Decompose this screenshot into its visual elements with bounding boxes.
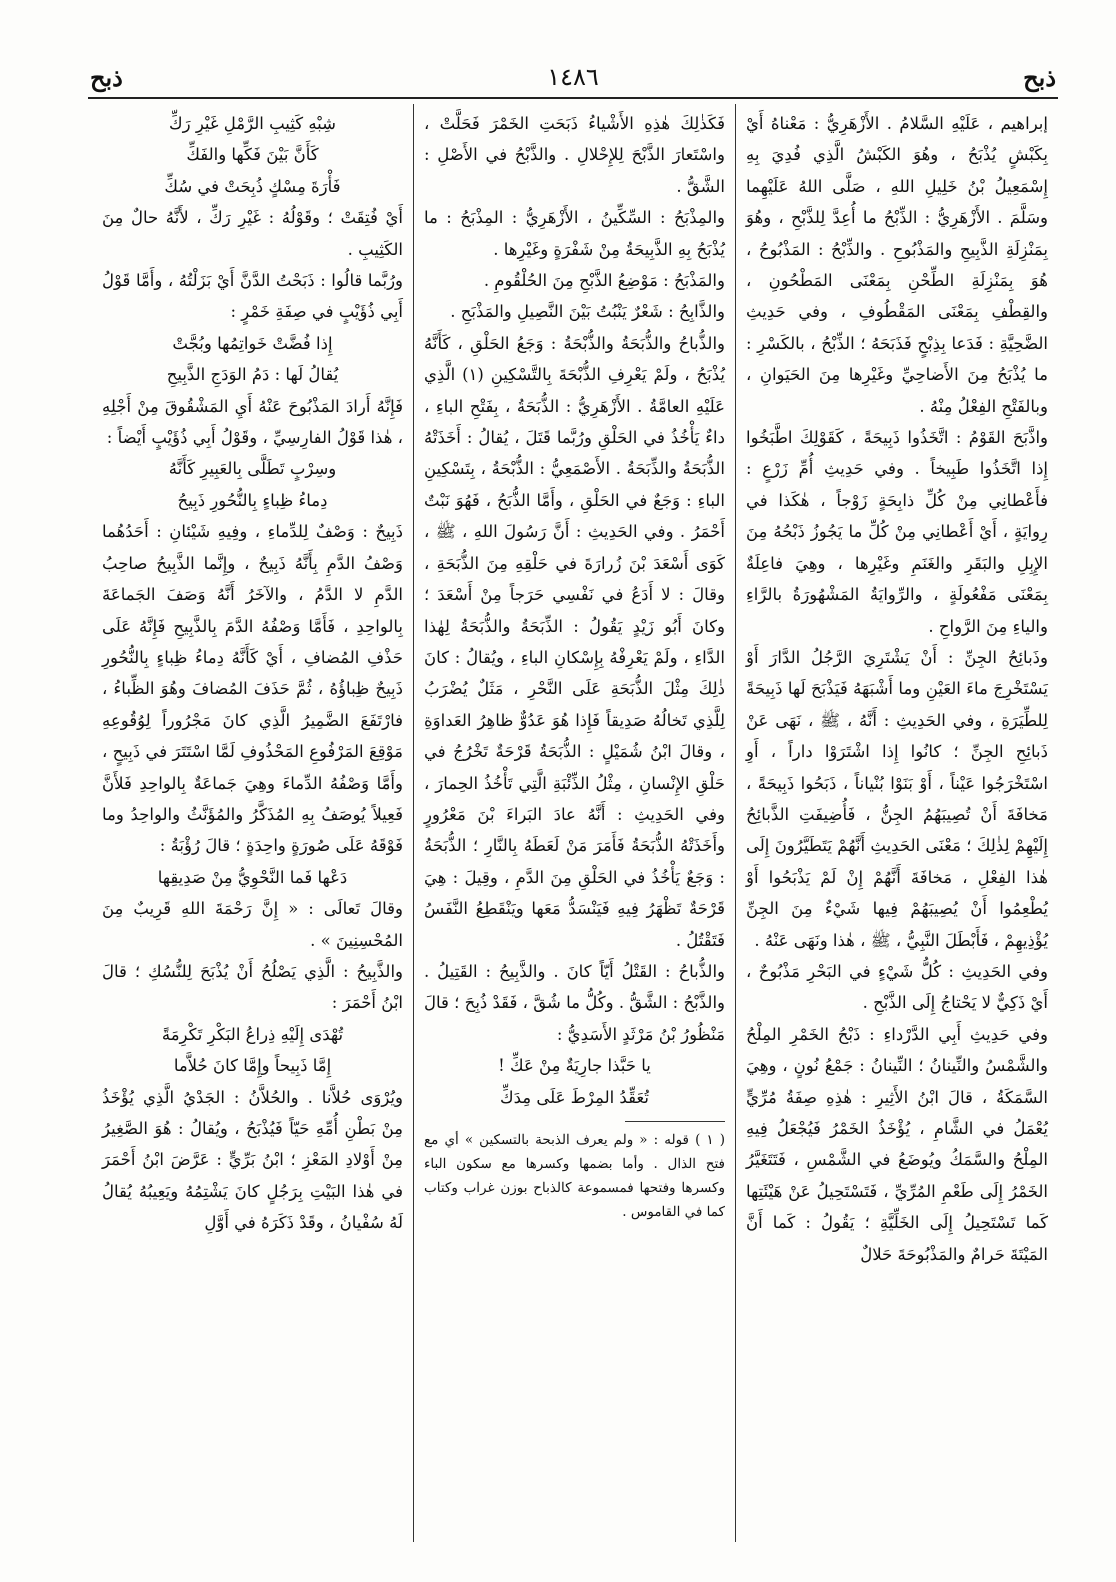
verse-line: دِماءُ ظِباءٍ بِالنُّحُورِ ذَبِيحُ — [177, 490, 328, 510]
column-right — [736, 104, 1058, 1542]
header-entry-word-right: ذبح — [1023, 62, 1056, 92]
verse-line: تُهْدَى إِلَيْهِ ذِراعُ البَكْرِ تَكْرِمَةً — [161, 1024, 344, 1044]
paragraph: فَكَذٰلِكَ هٰذِهِ الأَشْياءُ ذَبَحَتِ الخَمْرَ فَحَلَّتْ ، واسْتَعارَ الذَّبْحَ لِلإِحْلالِ . والذَّبْحُ في الأَصْلِ : الشَّقُّ . — [424, 114, 725, 196]
verse-line: يُقالُ لَها : دَمُ الوَدَجِ الذَّبِيحِ — [166, 365, 339, 385]
header-entry-word-left: ذبح — [90, 62, 123, 92]
verse-line: فَأْرَةَ مِسْكٍ ذُبِحَتْ في سُكِّ — [164, 176, 341, 196]
verse-line: وسِرْبٍ تَطَلَّى بِالعَبِيرِ كَأَنَّهُ — [168, 459, 337, 479]
verse-line: يا حَبَّذا جارِيَةٌ مِنْ عَكِّ ! — [498, 1056, 651, 1076]
page-header — [90, 60, 1056, 94]
paragraph: وذَبائِحُ الجِنِّ : أَنْ يَشْتَرِيَ الرَّجُلُ الدَّارَ أَوْ يَسْتَخْرِجَ ماءَ العَيْنِ وما أَشْبَهَهُ فَيَذْبَحَ لَها ذَبِيحَةً لِلطِّيَرَةِ ، وفي الحَدِيثِ : أَنَّهُ ، ﷺ ، نَهَى عَنْ ذَبائِحِ الجِنِّ ؛ كانُوا إِذا اشْتَرَوْا داراً ، أَوِ اسْتَخْرَجُوا عَيْناً ، أَوْ بَنَوْا بُنْياناً ، ذَبَحُوا ذَبِيحَةً ، مَخافَةَ أَنْ تُصِيبَهُمُ الجِنُّ ، فَأُضِيفَتِ الذَّبائِحُ إِلَيْهِمْ لِذٰلِكَ ؛ مَعْنَى الحَدِيثِ أَنَّهُمْ يَتَطَيَّرُونَ إِلَى هٰذا الفِعْلِ ، مَخافَةَ أَنَّهُمْ إِنْ لَمْ يَذْبَحُوا أَوْ يُطْعِمُوا أَنْ يُصِيبَهُمْ فِيها شَيْءٌ مِنَ الجِنِّ يُؤْذِيهِمْ ، فَأَبْطَلَ النَّبِيُّ ، ﷺ ، هٰذا ونَهَى عَنْهُ . — [746, 647, 1048, 950]
verse-line: دَعْها فَما النَّحْوِيُّ مِنْ صَدِيقِها — [157, 867, 348, 887]
paragraph: والمَذْبَحُ : مَوْضِعُ الذَّبْحِ مِنَ الحُلْقُومِ . — [483, 271, 725, 291]
paragraph: فَإِنَّهُ أَرادَ المَذْبُوحَ عَنْهُ أَيِ المَشْقُوقَ مِنْ أَجْلِهِ ، هٰذا قَوْلُ الفارِسِيِّ ، وقَوْلُ أَبِي ذُؤَيْبٍ أَيْضاً : — [102, 396, 403, 448]
paragraph: والذَّبِيحُ : الَّذِي يَصْلُحُ أَنْ يُذْبَحَ لِلنُّسُكِ ؛ قالَ ابْنُ أَحْمَرَ : — [102, 961, 403, 1013]
paragraph: والذَّابِحُ : شَعْرٌ يَنْبُتُ بَيْنَ النَّصِيلِ والمَذْبَحِ . — [450, 302, 725, 322]
paragraph: والمِذْبَحُ : السِّكِّينُ ، الأَزْهَرِيُّ : المِذْبَحُ : ما يُذْبَحُ بِهِ الذَّبِيحَةُ مِنْ شَفْرَةٍ وغَيْرِها . — [424, 208, 725, 259]
paragraph: أَيْ فُتِقَتْ ؛ وقَوْلُهُ : غَيْرِ رَكِّ ، لأَنَّهُ حالٌ مِنَ الكَثِيبِ . — [102, 208, 403, 259]
paragraph: وفي حَدِيثِ أَبِي الدَّرْداءِ : ذَبْحُ الخَمْرِ المِلْحُ والشَّمْسُ والنِّينانُ ؛ النِّينانُ : جَمْعُ نُونٍ ، وهِيَ السَّمَكَةُ ، قالَ ابْنُ الأَثِيرِ : هٰذِهِ صِفَةُ مُرِّيٍّ يُعْمَلُ في الشَّامِ ، يُؤْخَذُ الخَمْرُ فَيُجْعَلُ فِيهِ المِلْحُ والسَّمَكُ ويُوضَعُ في الشَّمْسِ ، فَتَتَغَيَّرُ الخَمْرُ إِلَى طَعْمِ المُرِّيِّ ، فَتَسْتَحِيلُ عَنْ هَيْئَتِها كَما تَسْتَحِيلُ إِلَى الخَلِّيَّةِ ؛ يَقُولُ : كَما أَنَّ المَيْتَةَ حَرامٌ والمَذْبُوحَةَ حَلالٌ — [746, 1024, 1048, 1264]
verse-line: إِمَّا ذَبِيحاً وإِمَّا كانَ حُلاَّما — [173, 1056, 332, 1076]
paragraph: ورُبَّما قالُوا : ذَبَحْتُ الدَّنَّ أَيْ بَزَلْتُهُ ، وأَمَّا قَوْلُ أَبِي ذُؤَيْبٍ في صِفَةِ خَمْرٍ : — [102, 271, 403, 322]
verse-line: إِذا فُضَّتْ خَواتِمُها وبُجَّتْ — [172, 333, 333, 353]
verse-line: تُعَقِّدُ المِرْطَ عَلَى مِدَكِّ — [500, 1087, 649, 1107]
column-middle — [414, 104, 736, 1542]
paragraph: إبراهيم ، عَلَيْهِ السَّلامُ . الأَزْهَرِيُّ : مَعْناهُ أَيْ بِكَبْشٍ يُذْبَحُ ، وهُوَ الكَبْشُ الَّذِي فُدِيَ بِهِ إِسْمَعِيلُ بْنُ خَلِيلِ اللهِ ، صَلَّى اللهُ عَلَيْهِما وسَلَّمَ . الأَزْهَرِيُّ : الذِّبْحُ ما أُعِدَّ لِلذَّبْحِ ، وهُوَ بِمَنْزِلَةِ الذَّبِيحِ والمَذْبُوحِ . والذِّبْحُ : المَذْبُوحُ ، هُوَ بِمَنْزِلَةِ الطِّحْنِ بِمَعْنَى المَطْحُونِ ، والقِطْفِ بِمَعْنَى المَقْطُوفِ ، وفي حَدِيثِ الضَّحِيَّةِ : فَدَعا بِذِبْحٍ فَذَبَحَهُ ؛ الذِّبْحُ ، بالكَسْرِ : ما يُذْبَحُ مِنَ الأَضاحِيِّ وغَيْرِها مِنَ الحَيَوانِ ، وبالفَتْحِ الفِعْلُ مِنْهُ . — [746, 114, 1048, 416]
footnote-rule — [625, 1121, 725, 1122]
verse-line: شِبْهِ كَثِيبِ الرَّمْلِ غَيْرِ رَكِّ — [169, 114, 336, 133]
paragraph: وقالَ تَعالَى : « إِنَّ رَحْمَةَ اللهِ قَرِيبٌ مِنَ المُحْسِنِينَ » . — [102, 899, 403, 950]
paragraph: والذُّباحُ : القَتْلُ أَيّاً كانَ . والذَّبِيحُ : القَتِيلُ . والذَّبْحُ : الشَّقُّ . وكُلُّ ما شُقَّ ، فَقَدْ ذُبِحَ ؛ قالَ مَنْظُورُ بْنُ مَرْثَدٍ الأَسَدِيُّ : — [424, 961, 725, 1044]
verse-line: كَأَنَّ بَيْنَ فَكِّها والفَكِّ — [186, 145, 319, 165]
paragraph: والذُّباحُ والذُّبَحَةُ والذُّبْحَةُ : وَجَعُ الحَلْقِ ، كَأَنَّهُ يُذْبَحُ ، ولَمْ يَعْرِفِ الذُّبْحَةَ بِالتَّسْكِينِ (١) الَّذِي عَلَيْهِ العامَّةُ . الأَزْهَرِيُّ : الذُّبَحَةُ ، بِفَتْحِ الباءِ ، داءٌ يَأْخُذُ في الحَلْقِ ورُبَّما قَتَلَ ، يُقالُ : أَخَذَتْهُ الذُّبَحَةُ والذِّبَحَةُ . الأَصْمَعِيُّ : الذُّبْحَةُ ، بِتَسْكِينِ الباءِ : وَجَعٌ في الحَلْقِ ، وأَمَّا الذُّبَحُ ، فَهُوَ نَبْتٌ أَحْمَرُ . وفي الحَدِيثِ : أَنَّ رَسُولَ اللهِ ، ﷺ ، كَوَى أَسْعَدَ بْنَ زُرارَةَ في حَلْقِهِ مِنَ الذُّبَحَةِ ، وقالَ : لا أَدَعُ في نَفْسِي حَرَجاً مِنْ أَسْعَدَ ؛ وكانَ أَبُو زَيْدٍ يَقُولُ : الذِّبَحَةُ والذُّبَحَةُ لِهٰذا الدَّاءِ ، ولَمْ يَعْرِفْهُ بِإِسْكانِ الباءِ ، ويُقالُ : كانَ ذٰلِكَ مِثْلَ الذُّبَحَةِ عَلَى النَّحْرِ ، مَثَلٌ يُضْرَبُ لِلَّذِي تَخالُهُ صَدِيقاً فَإِذا هُوَ عَدُوٌّ ظاهِرُ العَداوَةِ ، وقالَ ابْنُ شُمَيْلٍ : الذُّبَحَةُ قَرْحَةٌ تَخْرُجُ في حَلْقِ الإِنْسانِ ، مِثْلُ الذِّئْبَةِ الَّتِي تَأْخُذُ الحِمارَ ، وفي الحَدِيثِ : أَنَّهُ عادَ البَراءَ بْنَ مَعْرُورٍ وأَخَذَتْهُ الذُّبَحَةُ فَأَمَرَ مَنْ لَعَطَهُ بِالنَّارِ ؛ الذُّبَحَةُ : وَجَعٌ يَأْخُذُ في الحَلْقِ مِنَ الدَّمِ ، وقِيلَ : هِيَ قَرْحَةٌ تَظْهَرُ فِيهِ فَيَنْسَدُّ مَعَها ويَنْقَطِعُ النَّفَسُ فَتَقْتُلُ . — [424, 333, 726, 950]
paragraph: واذَّبَحَ القَوْمُ : اتَّخَذُوا ذَبِيحَةً ، كَقَوْلِكَ اطَّبَخُوا إِذا اتَّخَذُوا طَبِيخاً . وفي حَدِيثِ أُمِّ زَرْعٍ : فأَعْطانِي مِنْ كُلِّ ذابِحَةٍ زَوْجاً ، هٰكَذا في رِوايَةٍ ، أَيْ أَعْطانِي مِنْ كُلِّ ما يَجُوزُ ذَبْحُهُ مِنَ الإِبِلِ والبَقَرِ والغَنَمِ وغَيْرِها ، وهِيَ فاعِلَةٌ بِمَعْنَى مَفْعُولَةٍ ، والرِّوايَةُ المَشْهُورَةُ بالرَّاءِ والياءِ مِنَ الرَّواحِ . — [746, 428, 1048, 636]
paragraph: ويُرْوَى حُلاَّنا . والحُلاَّنُ : الجَدْيُ الَّذِي يُؤْخَذُ مِنْ بَطْنِ أُمِّهِ حَيّاً فَيُذْبَحُ ، ويُقالُ : هُوَ الصَّغِيرُ مِنْ أَوْلادِ المَعْزِ ؛ ابْنُ بَرِّيٍّ : عَرَّضَ ابْنُ أَحْمَرَ في هٰذا البَيْتِ بِرَجُلٍ كانَ يَشْتِمُهُ ويَعِيبُهُ يُقالُ لَهُ سُفْيانُ ، وقَدْ ذَكَرَهُ في أَوَّلِ — [102, 1087, 403, 1233]
text-columns — [88, 104, 1058, 1542]
footnote-text: ( ١ ) قوله : « ولم يعرف الذبحة بالتسكين » أي مع فتح الذال . وأما بضمها وكسرها مع سكون الباء وكسرها وفتحها فمسموعة كالذباح بوزن غراب وكتاب كما في القاموس . — [424, 1132, 725, 1220]
paragraph: ذَبِيحٌ : وَصْفٌ لِلدِّماءِ ، وفِيهِ شَيْئانِ : أَحَدُهُما وَصْفُ الدَّمِ بِأَنَّهُ ذَبِيحٌ ، وإِنَّما الذَّبِيحُ صاحِبُ الدَّمِ لا الدَّمُ ، والآخَرُ أَنَّهُ وَصَفَ الجَماعَةَ بِالواحِدِ ، فَأَمَّا وَصْفُهُ الدَّمَ بِالذَّبِيحِ فَإِنَّهُ عَلَى حَذْفِ المُضافِ ، أَيْ كَأَنَّهُ دِماءُ ظِباءٍ بِالنُّحُورِ ذَبِيحٌ ظِباؤُهُ ، ثُمَّ حَذَفَ المُضافَ وهُوَ الظِّباءُ ، فارْتَفَعَ الضَّمِيرُ الَّذِي كانَ مَجْرُوراً لِوُقُوعِهِ مَوْقِعَ المَرْفُوعِ المَحْذُوفِ لَمَّا اسْتَتَرَ في ذَبِيحٍ ، وأَمَّا وَصْفُهُ الدِّماءَ وهِيَ جَماعَةٌ بِالواحِدِ فَلأَنَّ فَعِيلاً يُوصَفُ بِهِ المُذَكَّرُ والمُؤَنَّثُ والواحِدُ وما فَوْقَهُ عَلَى صُورَةٍ واحِدَةٍ ؛ قالَ رُؤْبَةُ : — [102, 522, 403, 856]
header-rule — [88, 97, 1058, 99]
column-left — [92, 104, 414, 1542]
paragraph: وفي الحَدِيثِ : كُلُّ شَيْءٍ في البَحْرِ مَذْبُوحٌ ، أَيْ ذَكِيٌّ لا يَحْتاجُ إِلَى الذَّبْحِ . — [746, 961, 1048, 1013]
page-number: ١٤٨٦ — [547, 63, 599, 91]
